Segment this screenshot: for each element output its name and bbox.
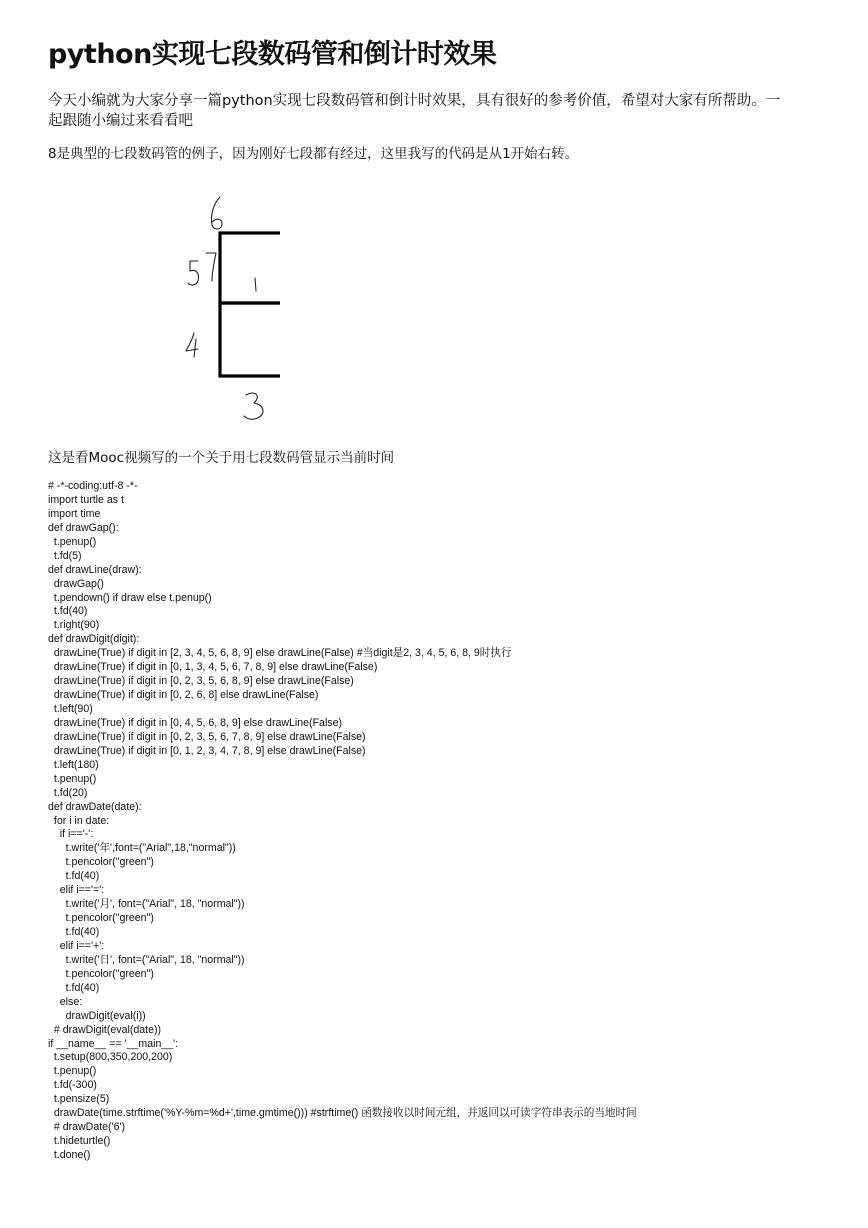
- code-line: t.fd(-300): [48, 1079, 97, 1092]
- code-line: t.penup(): [48, 772, 97, 785]
- code-line: t.fd(40): [48, 605, 88, 618]
- mooc-paragraph: 这是看Mooc视频写的一个关于用七段数码管显示当前时间: [48, 450, 395, 466]
- label-1-stroke: [255, 278, 256, 291]
- code-block: [48, 480, 637, 1163]
- code-line: drawLine(True) if digit in [0, 1, 2, 3, 4, 7, 8, 9] else drawLine(False): [48, 744, 366, 757]
- code-line: t.pencolor("green"): [48, 912, 154, 925]
- code-line: elif i=='+':: [48, 939, 105, 952]
- code-line: t.hideturtle(): [48, 1135, 111, 1148]
- code-line: def drawLine(draw):: [48, 563, 142, 576]
- code-line: t.penup(): [48, 535, 97, 548]
- code-line: t.pencolor("green"): [48, 856, 154, 869]
- intro-paragraph: 今天小编就为大家分享一篇python实现七段数码管和倒计时效果，具有很好的参考价值，希望对大家有所帮助。一起跟随小编过来看看吧: [48, 93, 781, 129]
- code-line: t.penup(): [48, 1065, 97, 1078]
- label-5-stroke: [188, 261, 199, 285]
- label-4-stroke: [186, 333, 198, 357]
- code-line: drawLine(True) if digit in [0, 2, 3, 5, 6, 8, 9] else drawLine(False): [48, 675, 354, 688]
- code-line: t.fd(20): [48, 786, 88, 799]
- code-line: if i=='-':: [48, 828, 94, 841]
- code-line: drawLine(True) if digit in [2, 3, 4, 5, 6, 8, 9] else drawLine(False) #当digit是2, 3, 4, 5, 6, 8, 9时执行: [48, 647, 512, 660]
- code-line: elif i=='=':: [48, 884, 105, 897]
- code-line: t.fd(40): [48, 981, 100, 994]
- code-line: drawDate(time.strftime('%Y-%m=%d+',time.gmtime())) #strftime() 函数接收以时间元组，并返回以可读字符串表示的当地时间: [48, 1107, 637, 1120]
- code-line: t.setup(800,350,200,200): [48, 1051, 173, 1064]
- code-line: import time: [48, 507, 101, 520]
- seven-segment-sketch: [130, 185, 280, 435]
- code-line: t.right(90): [48, 619, 100, 632]
- code-line: t.fd(40): [48, 870, 100, 883]
- code-line: def drawGap():: [48, 521, 119, 534]
- code-line: if __name__ == '__main__':: [48, 1037, 179, 1050]
- code-line: drawDigit(eval(i)): [48, 1009, 146, 1022]
- code-line: drawLine(True) if digit in [0, 1, 3, 4, 5, 6, 7, 8, 9] else drawLine(False): [48, 661, 378, 674]
- code-line: t.pensize(5): [48, 1093, 110, 1106]
- lower-segment-box: [220, 303, 280, 376]
- code-line: t.left(90): [48, 703, 93, 715]
- page-title: python实现七段数码管和倒计时效果: [48, 39, 497, 70]
- code-line: t.write('日', font=("Arial", 18, "normal")): [48, 953, 245, 966]
- code-line: t.write('月', font=("Arial", 18, "normal")): [48, 898, 245, 911]
- code-line: t.done(): [48, 1149, 91, 1161]
- label-7-stroke: [206, 253, 216, 281]
- code-line: # drawDigit(eval(date)): [48, 1023, 162, 1036]
- digit-eight-paragraph: 8是典型的七段数码管的例子，因为刚好七段都有经过，这里我写的代码是从1开始右转。: [48, 146, 579, 162]
- code-line: t.fd(5): [48, 549, 82, 562]
- code-line: # -*-coding:utf-8 -*-: [48, 480, 138, 492]
- seven-segment-figure: [130, 185, 280, 435]
- code-line: drawGap(): [48, 577, 104, 590]
- code-line: def drawDigit(digit):: [48, 633, 140, 646]
- code-line: t.write('年',font=("Arial",18,"normal")): [48, 842, 236, 855]
- upper-segment-box: [220, 233, 280, 303]
- label-6-stroke: [211, 197, 222, 229]
- code-line: def drawDate(date):: [48, 800, 142, 813]
- code-line: drawLine(True) if digit in [0, 2, 3, 5, 6, 7, 8, 9] else drawLine(False): [48, 730, 366, 743]
- code-line: else:: [48, 995, 83, 1008]
- code-line: for i in date:: [48, 814, 110, 827]
- code-line: t.fd(40): [48, 926, 100, 938]
- code-line: t.pencolor("green"): [48, 967, 154, 980]
- label-3-stroke: [244, 393, 263, 419]
- code-line: drawLine(True) if digit in [0, 2, 6, 8] else drawLine(False): [48, 689, 319, 702]
- code-line: import turtle as t: [48, 493, 124, 506]
- code-line: # drawDate('6'): [48, 1121, 126, 1134]
- code-line: t.pendown() if draw else t.penup(): [48, 591, 212, 604]
- code-line: drawLine(True) if digit in [0, 4, 5, 6, 8, 9] else drawLine(False): [48, 716, 343, 729]
- code-line: t.left(180): [48, 758, 99, 771]
